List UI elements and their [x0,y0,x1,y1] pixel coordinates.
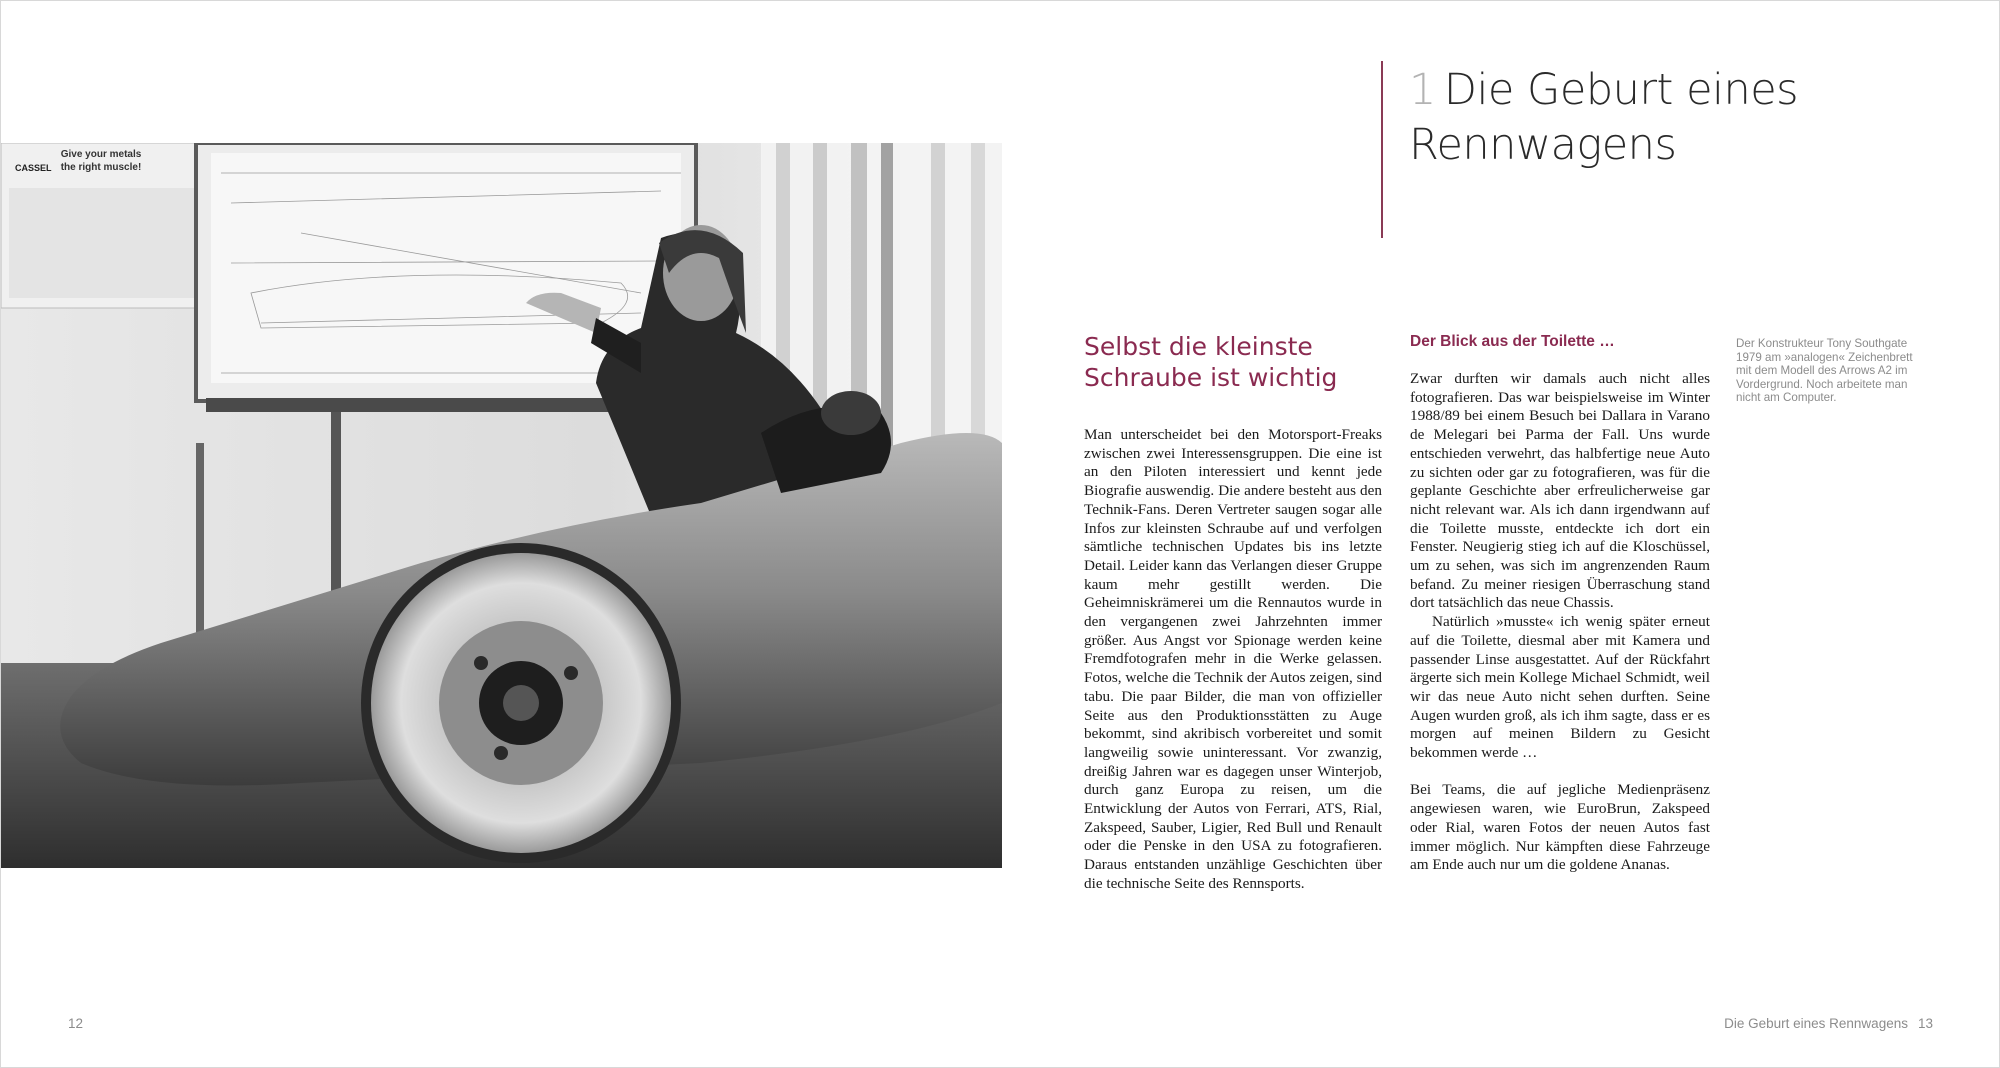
section-heading-left-line1: Selbst die kleinste [1084,332,1313,361]
body-paragraph-2: Natürlich »musste« ich wenig später erneut auf die Toilette, diesmal aber mit Kamera und passender Linse ausgestattet. Auf der Rückfahrt ärgerte sich mein Kollege Michael Schmidt, weil wir das neue Auto nicht sehen durften. Seine Augen wurden groß, als ich ihm sagte, dass er es morgen auf meinen Bildern zu Gesicht bekommen werde … [1410,613,1710,762]
body-paragraph-3: Bei Teams, die auf jegliche Medienpräsenz angewiesen waren, wie EuroBrun, Zakspeed oder Rial, waren Fotos der neuen Autos fast immer möglich. Nur kämpften diese Fahrzeuge am Ende auch nur um die goldene Ananas. [1410,781,1710,874]
body-text-left [1084,426,1382,894]
section-heading-right: Der Blick aus der Toilette … [1410,333,1615,350]
running-title: Die Geburt eines Rennwagens [1724,1016,1908,1031]
section-heading-left-line2: Schraube ist wichtig [1084,363,1338,392]
chapter-title-line1: Die Geburt eines [1443,65,1799,115]
photo-designer-at-drawing-board [1,143,1002,868]
page-number-right: 13 [1917,1016,1933,1031]
svg-text:the right muscle!: the right muscle! [60,162,142,173]
body-paragraph-1: Zwar durften wir damals auch nicht alles fotografieren. Das war beispielsweise im Winter 1988/89 bei einem Besuch bei Dallara in Varano de Melegari bei Parma der Fall. Uns wurde entschieden verwehrt, das halbfertige neue Auto zu sichten oder gar zu fotografieren, was für die geplante Geschichte aber erfreulicherweise gar nicht relevant war. Als ich dann irgendwann auf die Toilette musste, entdeckte ich dort ein Fenster. Neugierig stieg ich auf die Kloschüssel, um zu sehen, was sich im angrenzenden Raum befand. Zu meiner riesigen Überraschung stand dort tatsächlich das neue Chassis. [1410,370,1710,612]
chapter-title-line2: Rennwagens [1409,120,1677,170]
section-heading-left [1084,331,1384,393]
running-footer-right [1724,1016,1933,1031]
chapter-number: 1 [1409,65,1436,115]
body-paragraph: Man unterscheidet bei den Motorsport-Freaks zwischen zwei Interessensgruppen. Die eine ist an den Piloten interessiert und kennt jede Biografie auswendig. Die andere besteht aus den Technik-Fans. Deren Vertreter saugen sogar alle Infos zur kleinsten Schraube auf und verfolgen sämtliche technischen Updates bis ins letzte Detail. Leider kann das Verlangen dieser Gruppe kaum mehr gestillt werden. Die Geheimniskrämerei um die Rennautos wurde in den vergangenen zwei Jahrzehnten immer größer. Aus Angst vor Spionage werden keine Fremdfotografen mehr in die Werke gelassen. Fotos, welche die Technik der Autos zeigen, sind tabu. Die paar Bilder, die man von offizieller Seite aus den Produktionsstätten zu Auge bekommt, sind akribisch vorbereitet und somit langweilig sowie uninteressant. Vor zwanzig, dreißig Jahren war es dagegen unser Winterjob, durch ganz Europa zu reisen, um die Entwicklung der Autos von Ferrari, ATS, Rial, Zakspeed, Sauber, Ligier, Red Bull und Renault oder die Penske in den USA zu fotografieren. Daraus entstanden unzählige Geschichten über die technische Seite des Rennsports. [1084,426,1382,892]
photo-caption: Der Konstrukteur Tony Southgate 1979 am »analogen« Zeichenbrett mit dem Modell des Arrows A2 im Vordergrund. Noch arbeitete man nicht am Computer. [1736,337,1913,405]
svg-text:Give your metals: Give your metals [60,149,142,160]
photo-illustration [1,143,1002,868]
svg-text:CASSEL: CASSEL [15,163,52,173]
chapter-rule [1381,61,1383,238]
chapter-title [1409,63,1929,173]
wall-poster [1,143,201,308]
body-text-right [1410,370,1710,875]
page-number-left: 12 [68,1016,84,1031]
